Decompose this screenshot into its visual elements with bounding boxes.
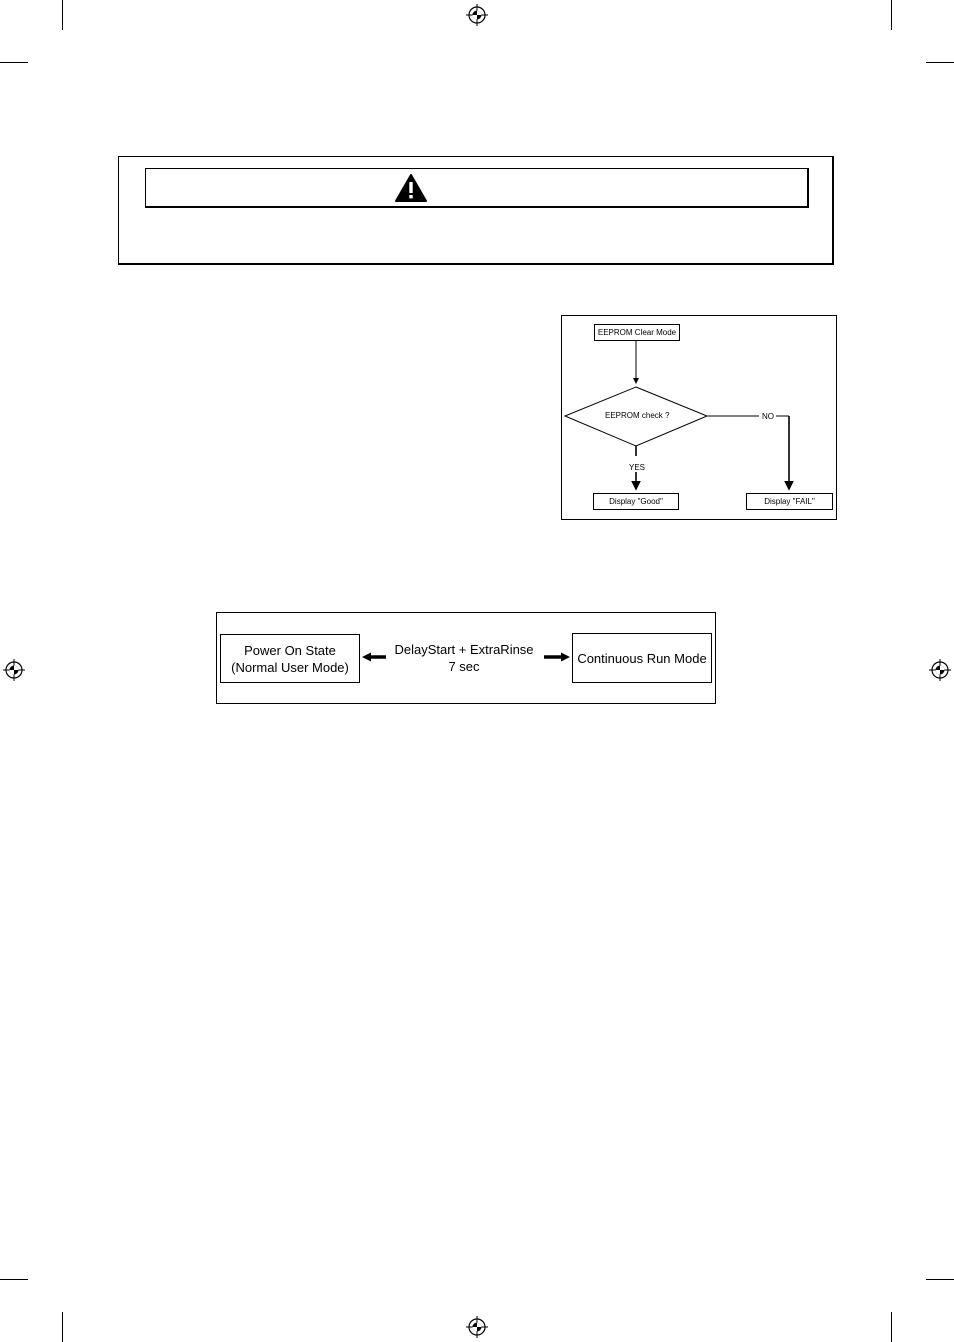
transition-condition-line2: 7 sec	[448, 659, 480, 674]
registration-target-icon	[929, 659, 951, 681]
warning-header	[145, 168, 809, 208]
registration-target-icon	[3, 659, 25, 681]
transition-condition-line1: DelayStart + ExtraRinse	[394, 642, 534, 657]
warning-triangle-icon	[394, 173, 428, 203]
crop-mark	[0, 62, 28, 63]
power-on-state-line1: Power On State	[244, 642, 336, 658]
flow-no-label: NO	[762, 412, 774, 421]
power-on-state-box	[220, 634, 360, 683]
flow-result-good: Display "Good"	[593, 493, 679, 510]
flow-result-fail: Display "FAIL"	[746, 493, 833, 510]
crop-mark	[926, 1279, 954, 1280]
crop-mark	[62, 1312, 63, 1342]
registration-target-icon	[466, 4, 488, 26]
flow-yes-label: YES	[629, 463, 646, 472]
transition-condition	[390, 641, 538, 675]
crop-mark	[62, 0, 63, 30]
flowchart-connectors	[561, 315, 837, 520]
left-arrow-icon	[362, 652, 388, 662]
crop-mark	[926, 62, 954, 63]
registration-target-icon	[466, 1316, 488, 1338]
crop-mark	[891, 0, 892, 30]
power-on-state-line2: (Normal User Mode)	[231, 659, 349, 675]
right-arrow-icon	[543, 652, 570, 662]
continuous-run-mode-box: Continuous Run Mode	[572, 633, 712, 683]
crop-mark	[891, 1312, 892, 1342]
crop-mark	[0, 1279, 28, 1280]
flow-decision-label: EEPROM check ?	[605, 411, 670, 420]
flow-start-box: EEPROM Clear Mode	[594, 324, 680, 341]
